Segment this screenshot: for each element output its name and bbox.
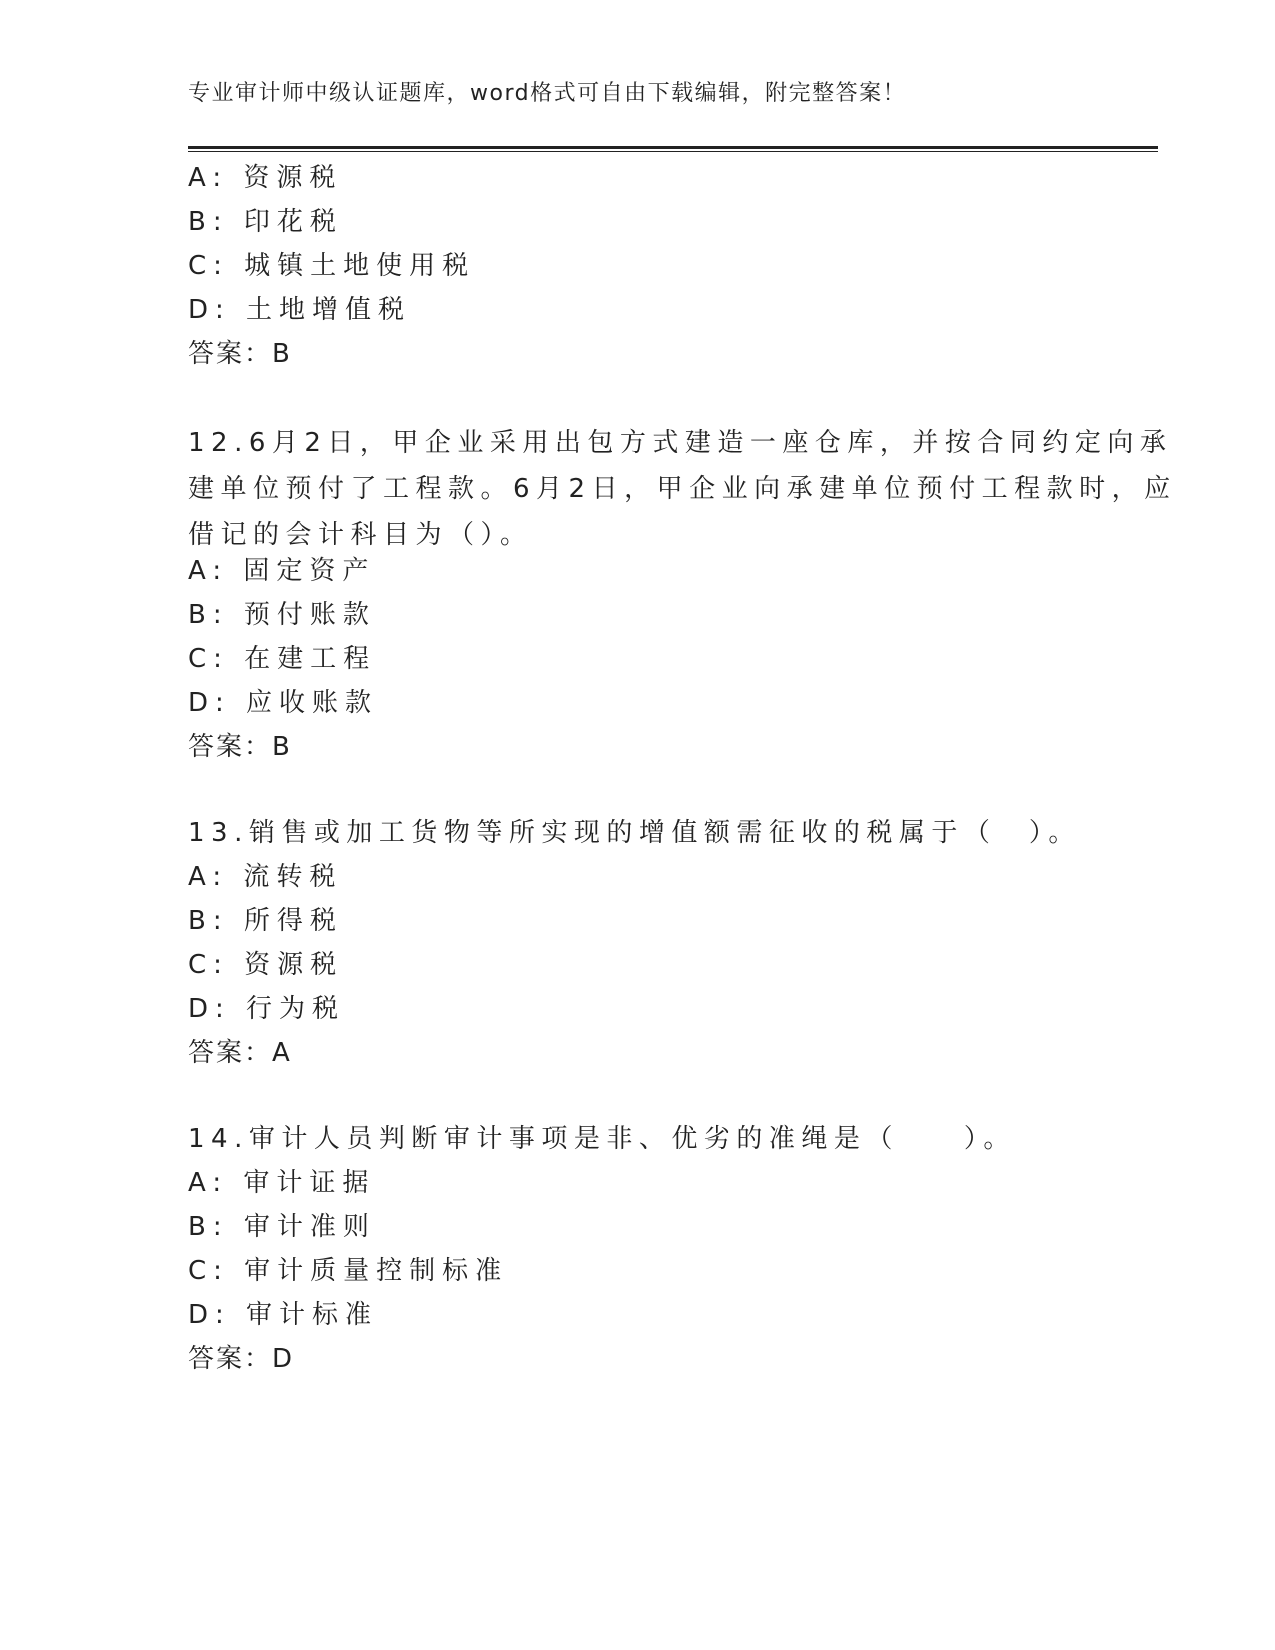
page-header-note: 专业审计师中级认证题库，word格式可自由下载编辑，附完整答案！: [188, 81, 907, 106]
q12-stem-line-3: 借记的会计科目为（）。: [188, 520, 533, 550]
q13-option-b: B: 所得税: [188, 906, 343, 936]
q14-option-c: C: 审计质量控制标准: [188, 1256, 509, 1286]
q12-stem-line-2: 建单位预付了工程款。6月2日，甲企业向承建单位预付工程款时，应: [188, 474, 1177, 504]
q13-option-a: A: 流转税: [188, 862, 343, 892]
q11-option-d: D: 土地增值税: [188, 295, 412, 325]
q12-stem: [188, 420, 1177, 558]
q13-option-c: C: 资源税: [188, 950, 344, 980]
q14-option-d: D: 审计标准: [188, 1300, 379, 1330]
q14-option-a: A: 审计证据: [188, 1168, 376, 1198]
q13-stem: 13.销售或加工货物等所实现的增值额需征收的税属于（ ）。: [188, 818, 1081, 848]
q14-answer: 答案：D: [188, 1344, 295, 1374]
q13-answer: 答案：A: [188, 1038, 292, 1068]
q11-option-a: A: 资源税: [188, 163, 343, 193]
q14-stem: 14.审计人员判断审计事项是非、优劣的准绳是（ ）。: [188, 1124, 1016, 1154]
q12-option-c: C: 在建工程: [188, 644, 377, 674]
q13-option-d: D: 行为税: [188, 994, 346, 1024]
q12-option-d: D: 应收账款: [188, 688, 379, 718]
q14-option-b: B: 审计准则: [188, 1212, 376, 1242]
q12-answer: 答案：B: [188, 732, 292, 762]
q11-option-b: B: 印花税: [188, 207, 343, 237]
q12-option-a: A: 固定资产: [188, 556, 376, 586]
q12-option-b: B: 预付账款: [188, 600, 376, 630]
q12-stem-line-1: 12.6月2日，甲企业采用出包方式建造一座仓库，并按合同约定向承: [188, 428, 1173, 458]
q11-answer: 答案：B: [188, 339, 292, 369]
header-divider: [188, 146, 1158, 152]
q11-option-c: C: 城镇土地使用税: [188, 251, 476, 281]
